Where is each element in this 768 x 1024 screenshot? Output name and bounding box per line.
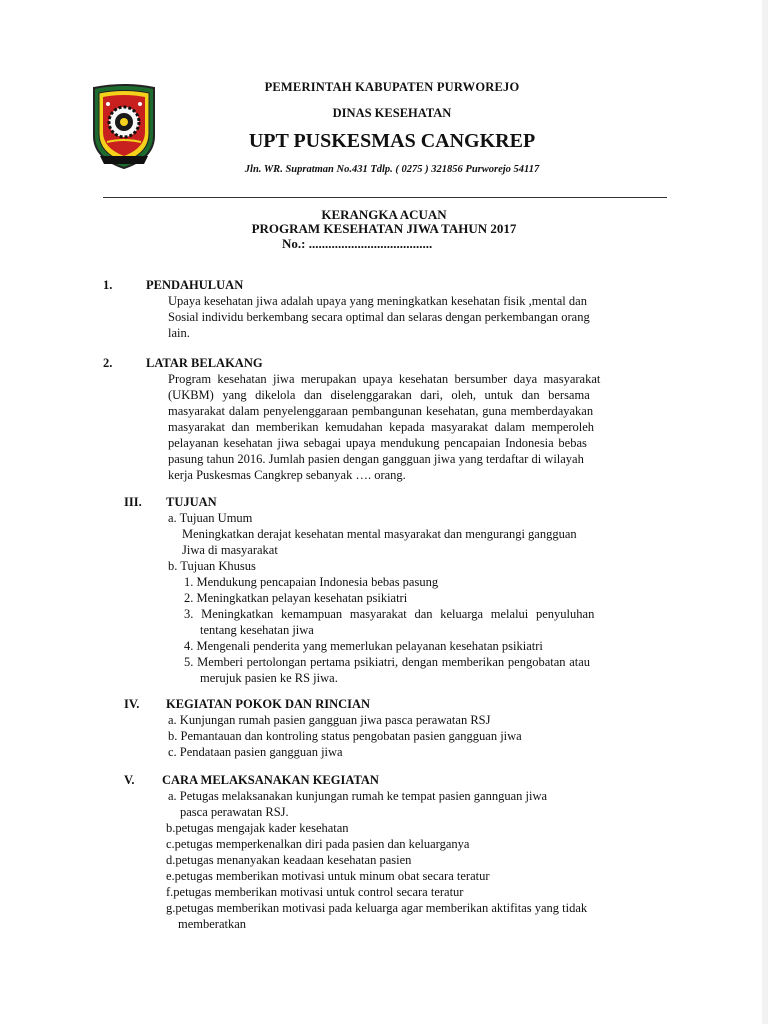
list-item: 5. Memberi pertolongan pertama psikiatri, dengan memberikan pengobatan atau [184,655,591,669]
list-item: 1. Mendukung pencapaian Indonesia bebas pasung [184,575,439,589]
paragraph-line: kerja Puskesmas Cangkrep sebanyak …. orang. [168,468,406,482]
list-item: f.petugas memberikan motivasi untuk control secara teratur [166,885,464,899]
list-item: g.petugas memberikan motivasi pada keluarga agar memberikan aktifitas yang tidak [166,901,588,915]
section-heading: TUJUAN [166,495,217,509]
list-item: memberatkan [178,917,247,931]
list-item: merujuk pasien ke RS jiwa. [200,671,338,685]
letterhead-divider [103,197,667,198]
regency-crest-icon [90,84,158,170]
address-line: Jln. WR. Supratman No.431 Tdlp. ( 0275 ) 321856 Purworejo 54117 [244,164,540,175]
list-item: 4. Mengenali penderita yang memerlukan pelayanan kesehatan psikiatri [184,639,543,653]
list-item: e.petugas memberikan motivasi untuk minum obat secara teratur [166,869,490,883]
title-line-1: KERANGKA ACUAN [321,207,447,222]
list-item: 3. Meningkatkan kemampuan masyarakat dan keluarga melalui penyuluhan [184,607,595,621]
section-heading: CARA MELAKSANAKAN KEGIATAN [162,773,379,787]
section-number: IV. [124,697,140,711]
paragraph-line: Sosial individu berkembang secara optimal dan selaras dengan perkembangan orang [168,310,590,324]
paragraph-line: (UKBM) yang dikelola dan diselenggarakan dari, oleh, untuk dan bersama [168,388,590,402]
list-item: b. Pemantauan dan kontroling status pengobatan pasien gangguan jiwa [168,729,522,743]
section-heading: KEGIATAN POKOK DAN RINCIAN [166,697,371,711]
section-heading: PENDAHULUAN [146,278,244,292]
department-name: DINAS KESEHATAN [332,106,452,120]
paragraph-line: masyarakat dan memberikan kemudahan kepada masyarakat dalam memperoleh [168,420,595,434]
list-item: c.petugas memperkenalkan diri pada pasien dan keluarganya [166,837,470,851]
paragraph-line: Jiwa di masyarakat [182,543,278,557]
subsection-label: b. Tujuan Khusus [168,559,256,573]
paragraph-line: masyarakat dalam penyelenggaraan pembangunan kesehatan, guna memberdayakan [168,404,594,418]
section-number: III. [124,495,142,509]
list-item: c. Pendataan pasien gangguan jiwa [168,745,343,759]
list-item: 2. Meningkatkan pelayan kesehatan psikiatri [184,591,408,605]
paragraph-line: lain. [168,326,190,340]
section-number: 2. [103,356,113,370]
list-item: b.petugas mengajak kader kesehatan [166,821,349,835]
letterhead [0,0,768,210]
list-item: pasca perawatan RSJ. [180,805,289,819]
subsection-label: a. Tujuan Umum [168,511,253,525]
list-item: a. Kunjungan rumah pasien gangguan jiwa pasca perawatan RSJ [168,713,491,727]
section-number: V. [124,773,135,787]
section-number: 1. [103,278,113,292]
paragraph-line: pelayanan kesehatan jiwa sebagai upaya mendukung pencapaian Indonesia bebas [168,436,587,450]
list-item: tentang kesehatan jiwa [200,623,314,637]
list-item: a. Petugas melaksanakan kunjungan rumah ke tempat pasien gannguan jiwa [168,789,548,803]
paragraph-line: pasung tahun 2016. Jumlah pasien dengan gangguan jiwa yang terdaftar di wilayah [168,452,584,466]
government-name: PEMERINTAH KABUPATEN PURWOREJO [264,80,520,94]
list-item: d.petugas menanyakan keadaan kesehatan pasien [166,853,412,867]
paragraph-line: Meningkatkan derajat kesehatan mental masyarakat dan mengurangi gangguan [182,527,577,541]
title-line-2: PROGRAM KESEHATAN JIWA TAHUN 2017 [251,221,517,236]
paragraph-line: Program kesehatan jiwa merupakan upaya kesehatan bersumber daya masyarakat [168,372,601,386]
paragraph-line: Upaya kesehatan jiwa adalah upaya yang meningkatkan kesehatan fisik ,mental dan [168,294,587,308]
document-title [0,208,768,236]
institution-name: UPT PUSKESMAS CANGKREP [248,130,536,152]
document-number: No.: ...................................... [282,236,433,251]
section-heading: LATAR BELAKANG [146,356,263,370]
